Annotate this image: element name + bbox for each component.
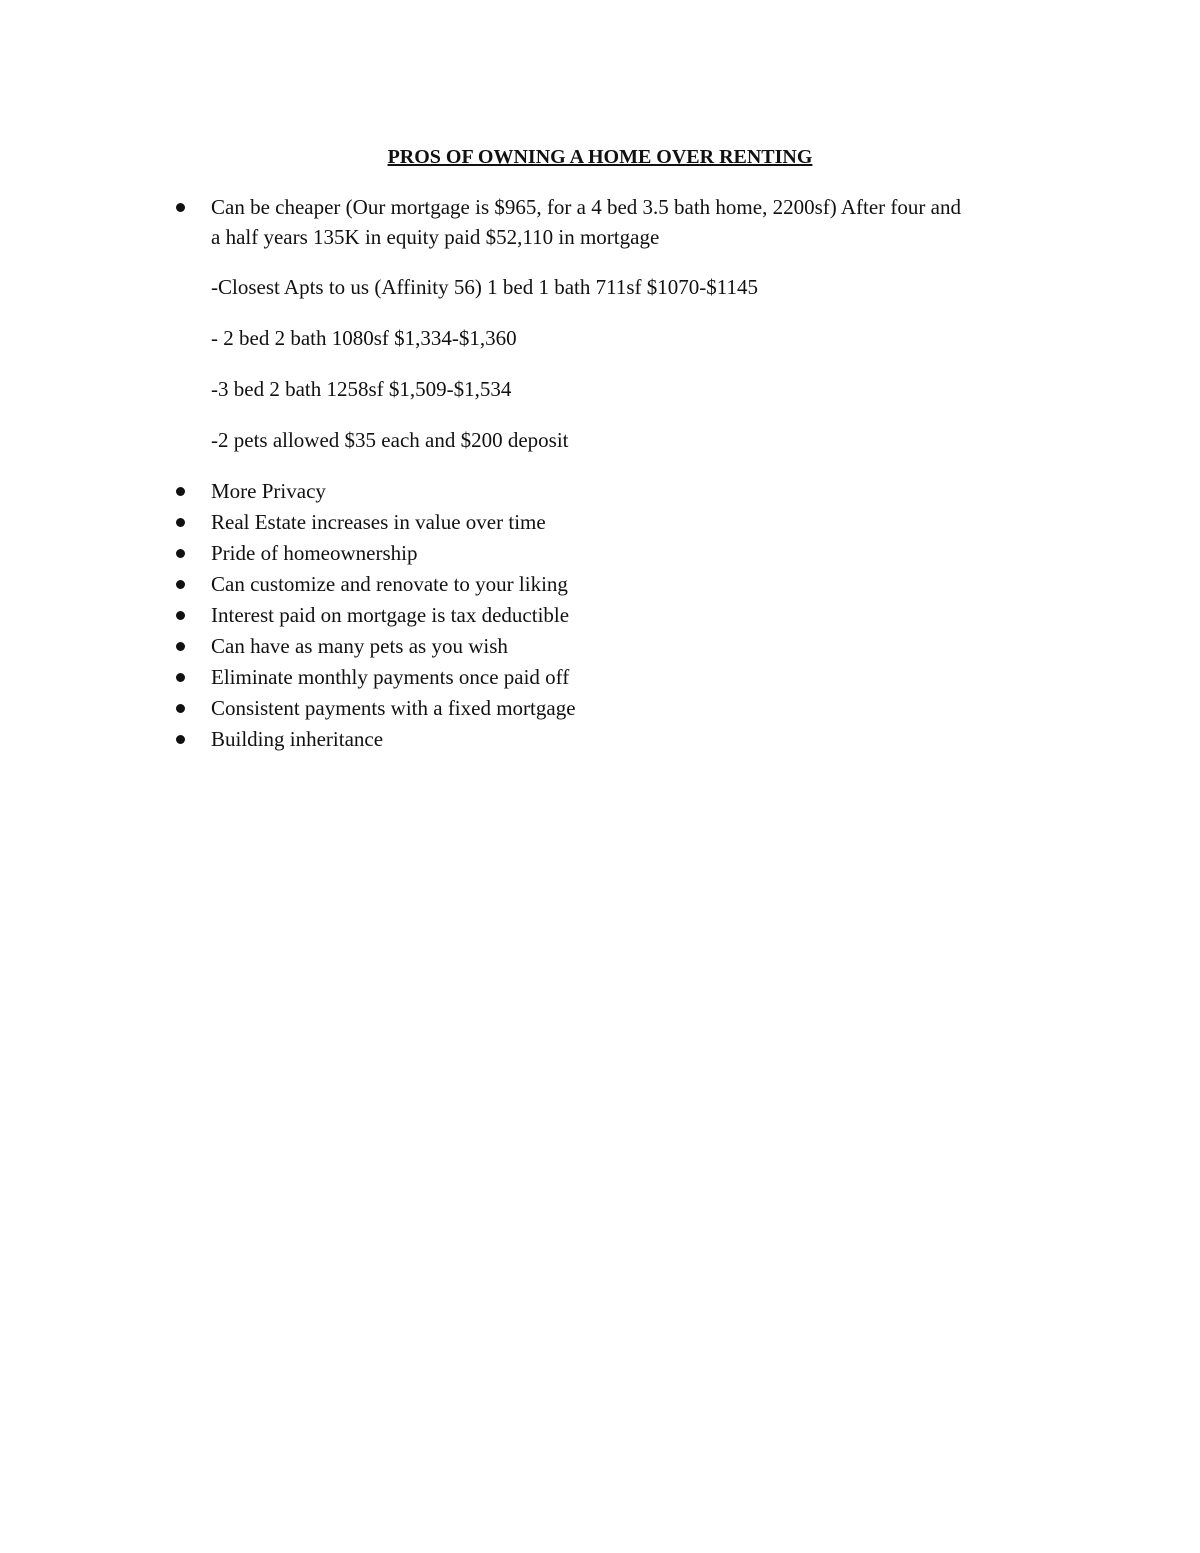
bullet-icon <box>176 611 185 620</box>
list-item-text: Can have as many pets as you wish <box>211 634 508 658</box>
bullet-icon <box>176 203 185 212</box>
bullet-icon <box>176 704 185 713</box>
list-item-continuation: a half years 135K in equity paid $52,110 in mortgage <box>211 225 660 249</box>
list-item-text: More Privacy <box>211 479 326 503</box>
document-title: PROS OF OWNING A HOME OVER RENTING <box>387 146 813 168</box>
bullet-icon <box>176 673 185 682</box>
list-item-text: Building inheritance <box>211 727 384 751</box>
apartment-line: -3 bed 2 bath 1258sf $1,509-$1,534 <box>211 377 512 401</box>
list-item-text: Interest paid on mortgage is tax deductible <box>211 603 570 627</box>
bullet-icon <box>176 487 185 496</box>
list-item-text: Can customize and renovate to your liking <box>211 572 568 596</box>
list-item-text: Pride of homeownership <box>211 541 418 565</box>
bullet-icon <box>176 549 185 558</box>
apartment-line: -Closest Apts to us (Affinity 56) 1 bed 1 bath 711sf $1070-$1145 <box>211 275 758 299</box>
bullet-icon <box>176 642 185 651</box>
bullet-icon <box>176 735 185 744</box>
bullet-icon <box>176 518 185 527</box>
bullet-icon <box>176 580 185 589</box>
apartment-line: -2 pets allowed $35 each and $200 deposit <box>211 428 569 452</box>
apartment-line: - 2 bed 2 bath 1080sf $1,334-$1,360 <box>211 326 517 350</box>
list-item-text: Can be cheaper (Our mortgage is $965, for a 4 bed 3.5 bath home, 2200sf) After four and <box>211 195 961 219</box>
list-item-text: Real Estate increases in value over time <box>211 510 546 534</box>
list-item-text: Consistent payments with a fixed mortgage <box>211 696 576 720</box>
list-item-text: Eliminate monthly payments once paid off <box>211 665 570 689</box>
